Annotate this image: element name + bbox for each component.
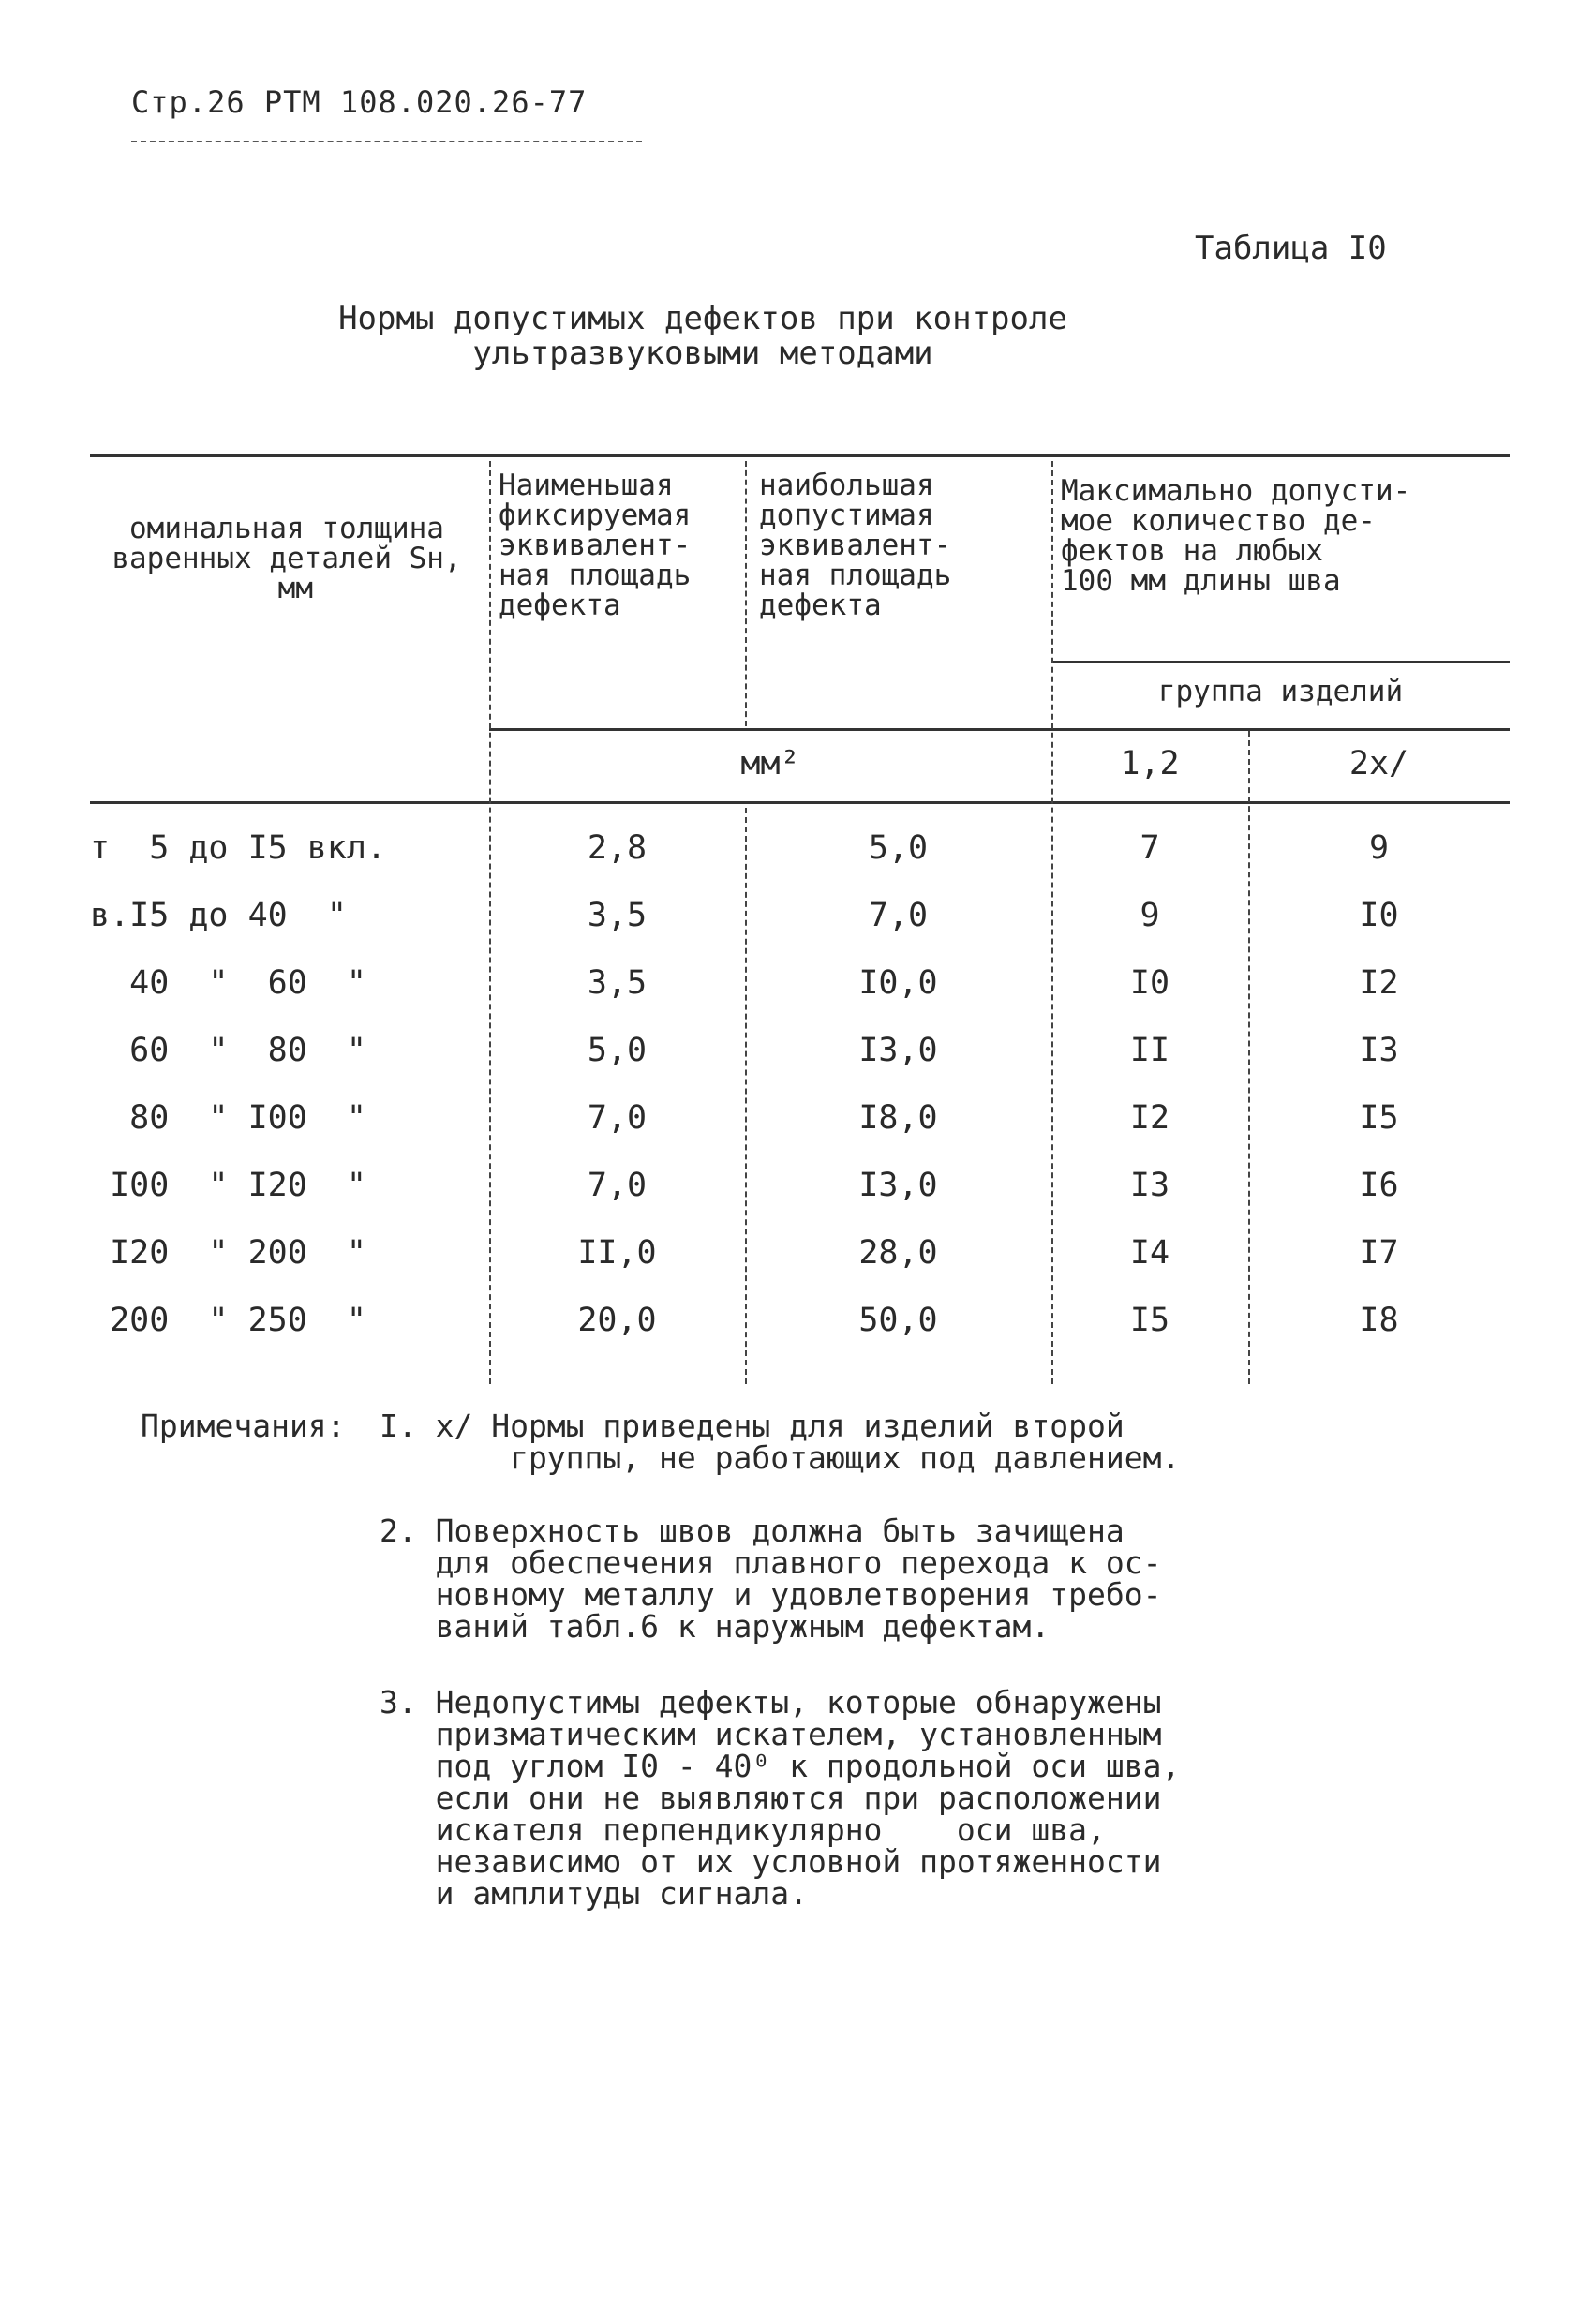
group-header: группа изделий: [1157, 675, 1404, 708]
row-thickness: 60 " 80 ": [90, 1032, 367, 1069]
row-count-g2: I7: [1359, 1234, 1399, 1272]
table-top-rule: [90, 454, 1510, 457]
row-count-g12: I3: [1129, 1167, 1170, 1204]
row-thickness: в.I5 до 40 ": [90, 897, 347, 934]
row-count-g2: I2: [1359, 964, 1399, 1002]
row-min-area: 3,5: [587, 897, 648, 934]
row-max-area: 7,0: [868, 897, 929, 934]
row-count-g12: 9: [1140, 897, 1160, 934]
row-count-g2: I8: [1359, 1302, 1399, 1339]
note-2: 2. Поверхность швов должна быть зачищена для обеспечения плавного перехода к ос- новному металлу и удовлетворения требо- ваний табл.6 к наружным дефектам.: [380, 1512, 1162, 1645]
col-header-thickness: оминальная толщина варенных деталей Sн, мм: [112, 512, 462, 605]
group-2-label: 2х/: [1348, 745, 1409, 782]
row-max-area: I3,0: [858, 1167, 938, 1204]
table-title-line1: Нормы допустимых дефектов при контроле: [338, 300, 1067, 337]
row-min-area: 2,8: [587, 829, 648, 867]
unit-label: мм²: [740, 745, 800, 782]
row-min-area: 7,0: [587, 1099, 648, 1137]
header-underline: [131, 141, 642, 142]
row-max-area: I8,0: [858, 1099, 938, 1137]
row-count-g2: I6: [1359, 1167, 1399, 1204]
column-divider-2-upper: [745, 461, 747, 726]
row-count-g12: II: [1129, 1032, 1170, 1069]
row-thickness: I20 " 200 ": [90, 1234, 367, 1272]
row-count-g12: I4: [1129, 1234, 1170, 1272]
table-title-line2: ультразвуковыми методами: [472, 335, 933, 372]
row-thickness: 200 " 250 ": [90, 1302, 367, 1339]
row-thickness: I00 " I20 ": [90, 1167, 367, 1204]
notes-label: Примечания:: [141, 1408, 346, 1444]
group-rule: [1051, 661, 1510, 663]
row-count-g2: I3: [1359, 1032, 1399, 1069]
row-max-area: I3,0: [858, 1032, 938, 1069]
row-min-area: 20,0: [577, 1302, 657, 1339]
page-reference: Стр.26 РТМ 108.020.26-77: [131, 84, 588, 120]
row-thickness: 40 " 60 ": [90, 964, 367, 1002]
row-count-g2: 9: [1368, 829, 1390, 867]
row-count-g12: I0: [1129, 964, 1170, 1002]
row-thickness: 80 " I00 ": [90, 1099, 367, 1137]
row-min-area: 7,0: [587, 1167, 648, 1204]
row-max-area: 5,0: [868, 829, 929, 867]
row-min-area: 3,5: [587, 964, 648, 1002]
row-min-area: 5,0: [587, 1032, 648, 1069]
row-count-g2: I5: [1359, 1099, 1399, 1137]
col-header-max-count: Максимально допусти- мое количество де- фектов на любых 100 мм длины шва: [1061, 474, 1411, 598]
col-header-max-area: наибольшая допустимая эквивалент- ная площадь дефекта: [759, 469, 952, 622]
row-count-g2: I0: [1359, 897, 1399, 934]
row-count-g12: 7: [1140, 829, 1160, 867]
column-divider-2-lower: [745, 808, 747, 1384]
col-header-min-area: Наименьшая фиксируемая эквивалент- ная площадь дефекта: [499, 469, 692, 622]
table-label: Таблица I0: [1195, 230, 1387, 267]
row-min-area: II,0: [577, 1234, 657, 1272]
group-1-label: 1,2: [1120, 745, 1180, 782]
header-bottom-rule: [90, 801, 1510, 804]
unit-rule: [489, 728, 1510, 731]
row-thickness: т 5 до I5 вкл.: [90, 829, 387, 867]
row-count-g12: I2: [1129, 1099, 1170, 1137]
note-3: 3. Недопустимы дефекты, которые обнаружены призматическим искателем, установленным под углом I0 - 40⁰ к продольной оси шва, если они не выявляются при расположении искателя перпендикулярно оси шва, независимо от их условной протяженности и амплитуды сигнала.: [380, 1684, 1181, 1912]
row-max-area: 50,0: [858, 1302, 938, 1339]
row-max-area: I0,0: [858, 964, 938, 1002]
note-1: I. х/ Нормы приведены для изделий второй группы, не работающих под давлением.: [380, 1408, 1181, 1476]
row-max-area: 28,0: [858, 1234, 938, 1272]
row-count-g12: I5: [1129, 1302, 1170, 1339]
